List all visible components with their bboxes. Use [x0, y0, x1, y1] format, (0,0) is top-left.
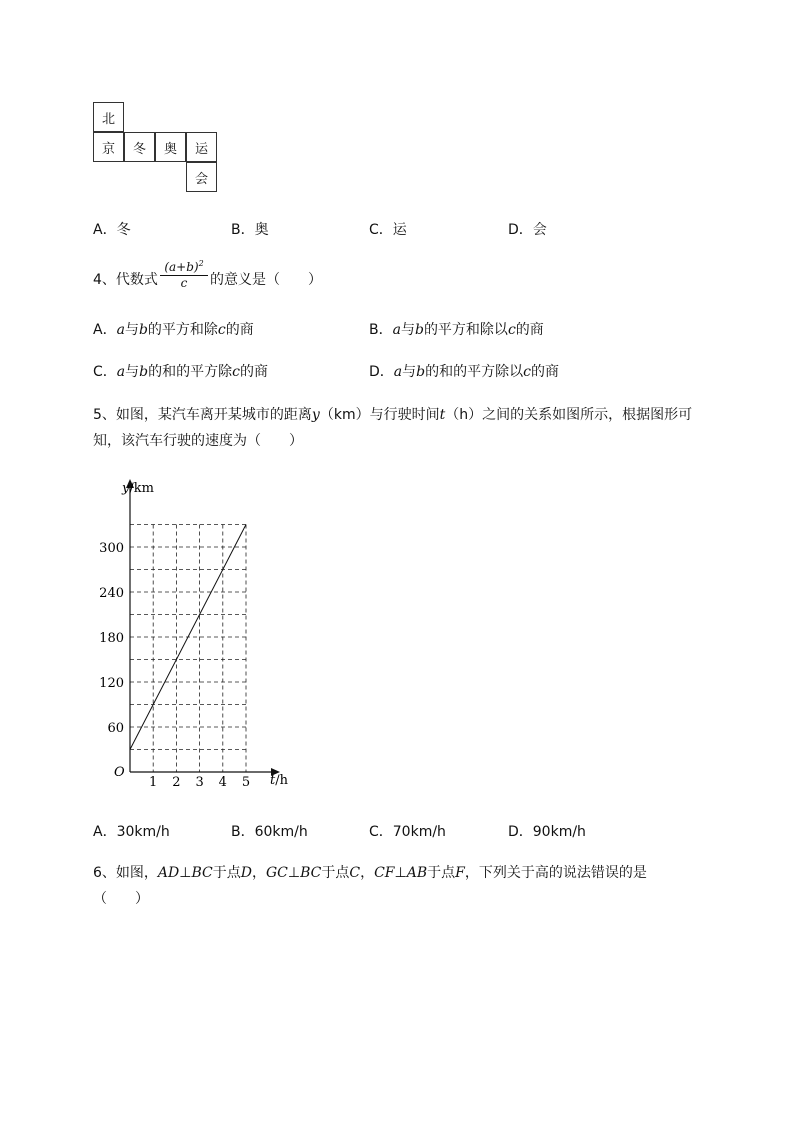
- q3-option-c[interactable]: C．运: [369, 222, 407, 238]
- q5-option-c[interactable]: C．70km/h: [369, 824, 446, 840]
- y-tick-label: 300: [99, 541, 124, 556]
- q4-prefix: 4、代数式: [93, 272, 158, 288]
- q4-suffix: 的意义是（ ）: [210, 272, 322, 288]
- q6-segment: ，: [251, 865, 266, 881]
- q6-line-1: [93, 862, 647, 882]
- x-tick-label: 2: [172, 775, 181, 790]
- q6-segment: BC: [191, 865, 213, 881]
- q6-segment: ，: [360, 865, 375, 881]
- distance-time-chart: [95, 475, 305, 795]
- q5-option-d[interactable]: D．90km/h: [508, 824, 586, 840]
- chart-grid: [130, 525, 246, 773]
- net-cell-row-3: 奥: [155, 132, 186, 162]
- q4-option-c[interactable]: C．a与b的和的平方除c的商: [93, 364, 268, 380]
- q4-fraction: [160, 259, 208, 290]
- q3-option-d[interactable]: D．会: [508, 222, 547, 238]
- q5-option-b[interactable]: B．60km/h: [231, 824, 308, 840]
- q6-segment: 于点: [212, 865, 241, 881]
- q6-segment: AD: [157, 865, 180, 881]
- q5-line-2: 知，该汽车行驶的速度为（ ）: [93, 433, 303, 449]
- x-tick-label: 4: [218, 775, 227, 790]
- q6-segment: BC: [300, 865, 322, 881]
- y-tick-label: 60: [107, 721, 124, 736]
- net-cell-row-1: 京: [93, 132, 124, 162]
- origin-label: O: [114, 765, 125, 780]
- x-axis-label: t/h: [270, 773, 288, 788]
- q6-segment: ⊥: [287, 865, 301, 881]
- y-tick-label: 180: [99, 631, 124, 646]
- net-cell-row-2: 冬: [124, 132, 155, 162]
- q5-line-1: 5、如图，某汽车离开某城市的距离y（km）与行驶时间t（h）之间的关系如图所示，根据图形可: [93, 407, 693, 423]
- q6-segment: CF: [374, 865, 395, 881]
- y-tick-label: 240: [99, 586, 124, 601]
- x-tick-label: 3: [195, 775, 204, 790]
- q6-segment: D: [240, 865, 252, 881]
- q4-denominator: c: [180, 276, 188, 290]
- q6-segment: C: [349, 865, 361, 881]
- q3-option-b[interactable]: B．奥: [231, 222, 269, 238]
- q6-segment: F: [455, 865, 465, 881]
- q6-segment: ，下列关于高的说法错误的是: [464, 865, 647, 881]
- q6-segment: ⊥: [394, 865, 407, 881]
- q3-option-a[interactable]: A．冬: [93, 222, 131, 238]
- q6-segment: GC: [265, 865, 288, 881]
- chart-axes: [114, 479, 289, 788]
- chart-ticks: [99, 541, 250, 790]
- q6-segment: 于点: [427, 865, 456, 881]
- q4-option-b[interactable]: B．a与b的平方和除以c的商: [369, 322, 544, 338]
- q4-option-a[interactable]: A．a与b的平方和除c的商: [93, 322, 254, 338]
- cube-net: [93, 102, 219, 196]
- q4-numerator: (a+b): [164, 260, 199, 274]
- x-tick-label: 5: [241, 775, 251, 790]
- q4-option-d[interactable]: D．a与b的和的平方除以c的商: [369, 364, 559, 380]
- q6-line-2: （ ）: [93, 891, 149, 907]
- y-axis-label: y/km: [122, 481, 154, 496]
- y-tick-label: 120: [99, 676, 124, 691]
- net-cell-top: 北: [93, 102, 124, 132]
- x-tick-label: 1: [149, 775, 158, 790]
- q6-segment: 6、如图，: [93, 865, 158, 881]
- q5-option-a[interactable]: A．30km/h: [93, 824, 170, 840]
- q6-segment: 于点: [321, 865, 350, 881]
- net-cell-row-4: 运: [186, 132, 217, 162]
- q4-exponent: 2: [198, 259, 204, 268]
- q6-segment: ⊥: [179, 865, 192, 881]
- q6-segment: AB: [406, 865, 428, 881]
- net-cell-bottom: 会: [186, 162, 217, 192]
